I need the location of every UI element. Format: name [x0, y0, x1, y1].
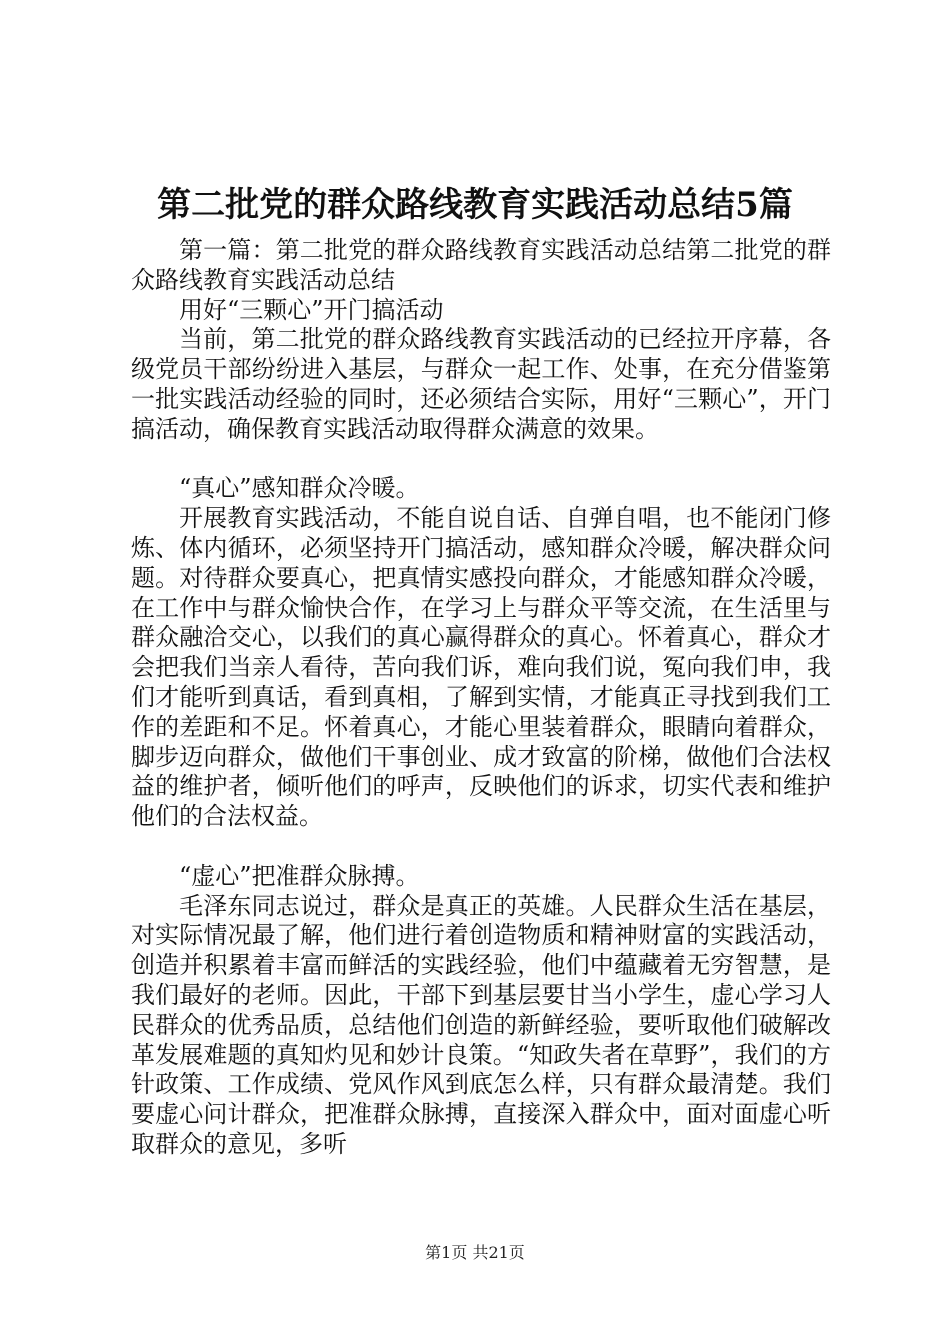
document-title: 第二批党的群众路线教育实践活动总结5篇	[157, 185, 793, 225]
document-body	[131, 236, 831, 1160]
page-footer: 第1页 共21页	[425, 1243, 525, 1262]
paragraph-heading: 用好“三颗心”开门搞活动	[179, 295, 444, 324]
paragraph-intro: 第一篇：第二批党的群众路线教育实践活动总结第二批党的群众路线教育实践活动总结	[131, 236, 831, 294]
paragraph-sincere: 开展教育实践活动，不能自说自话、自弹自唱，也不能闭门修炼、体内循环，必须坚持开门搞活动，感知群众冷暖，解决群众问题。对待群众要真心，把真情实感投向群众，才能感知群众冷暖，在工作中与群众愉快合作，在学习上与群众平等交流，在生活里与群众融洽交心，以我们的真心赢得群众的真心。怀着真心，群众才会把我们当亲人看待，苦向我们诉，难向我们说，冤向我们申，我们才能听到真话，看到真相，了解到实情，才能真正寻找到我们工作的差距和不足。怀着真心，才能心里装着群众，眼睛向着群众，脚步迈向群众，做他们干事创业、成才致富的阶梯，做他们合法权益的维护者，倾听他们的呼声，反映他们的诉求，切实代表和维护他们的合法权益。	[131, 504, 831, 831]
section-heading-humble: “虚心”把准群众脉搏。	[179, 861, 420, 890]
paragraph-humble: 毛泽东同志说过，群众是真正的英雄。人民群众生活在基层，对实际情况最了解，他们进行着创造物质和精神财富的实践活动，创造并积累着丰富而鲜活的实践经验，他们中蕴藏着无穷智慧，是我们最好的老师。因此，干部下到基层要甘当小学生，虚心学习人民群众的优秀品质，总结他们创造的新鲜经验，要听取他们破解改革发展难题的真知灼见和妙计良策。“知政失者在草野”，我们的方针政策、工作成绩、党风作风到底怎么样，只有群众最清楚。我们要虚心问计群众，把准群众脉搏，直接深入群众中，面对面虚心听取群众的意见，多听	[131, 891, 831, 1158]
paragraph-current: 当前，第二批党的群众路线教育实践活动的已经拉开序幕，各级党员干部纷纷进入基层，与群众一起工作、处事，在充分借鉴第一批实践活动经验的同时，还必须结合实际，用好“三颗心”，开门搞活动，确保教育实践活动取得群众满意的效果。	[131, 325, 831, 443]
section-heading-sincere: “真心”感知群众冷暖。	[179, 474, 420, 503]
